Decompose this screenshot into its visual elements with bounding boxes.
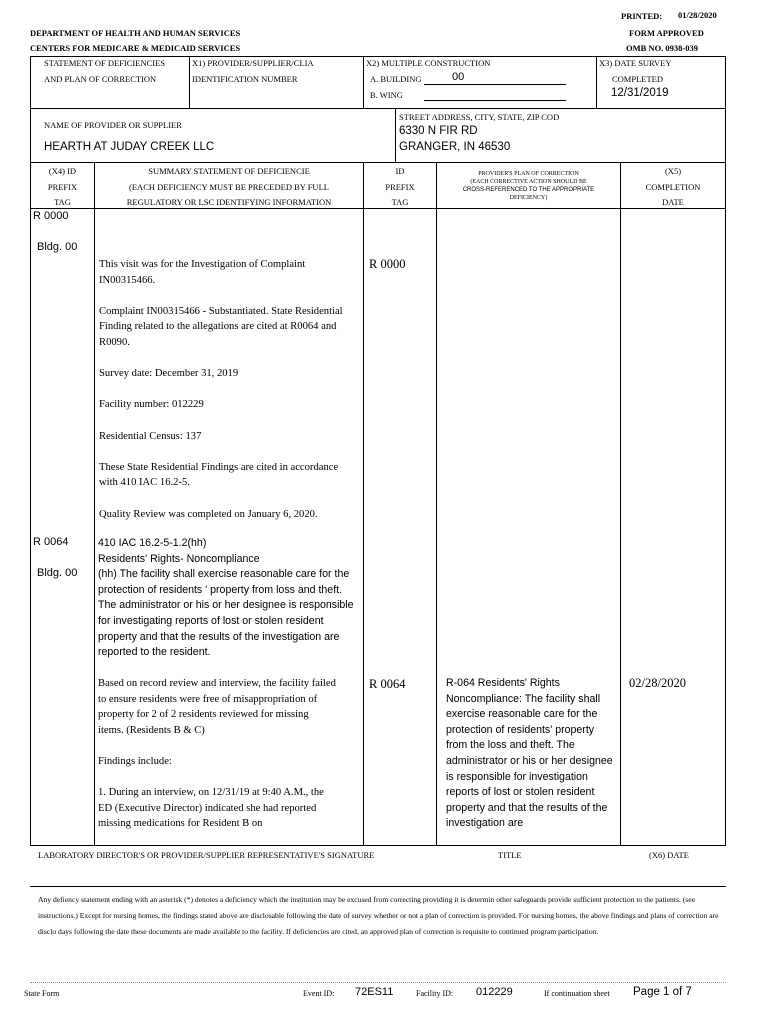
x4-id-label: (X4) ID: [48, 166, 77, 176]
completion-date: 02/28/2020: [629, 676, 686, 690]
provider-name-label: NAME OF PROVIDER OR SUPPLIER: [44, 120, 182, 130]
plan-label-3: CROSS-REFERENCED TO THE APPROPRIATE: [462, 187, 595, 193]
wing-label: B. WING: [370, 90, 403, 100]
multiple-construction-label: X2) MULTIPLE CONSTRUCTION: [366, 58, 491, 68]
date-survey-label: X3) DATE SURVEY: [599, 58, 672, 68]
x4-tag-label: TAG: [54, 197, 71, 207]
summary-paragraph: This visit was for the Investigation of Complaint IN00315466.: [99, 259, 306, 286]
summary-paragraph: Facility number: 012229: [99, 399, 204, 411]
summary-paragraph: Findings include:: [98, 755, 172, 767]
regulation-body: (hh) The facility shall exercise reasonable care for the protection of residents ' property from loss and theft. The administrator or his or her designee is responsible for investigating reports of lost or stolen resident property and that the results of the investigation are reported to the resident.: [98, 568, 354, 659]
summary-label-3: REGULATORY OR LSC IDENTIFYING INFORMATION: [126, 197, 332, 207]
summary-paragraph: 1. During an interview, on 12/31/19 at 9:40 A.M., the ED (Executive Director) indicated she had reported missing medications for Resident B on: [98, 787, 324, 830]
printed-date: 01/28/2020: [678, 10, 717, 20]
title-label: TITLE: [498, 850, 522, 860]
plan-of-correction-text: R-064 Residents' Rights Noncompliance: The facility shall exercise reasonable care for the protection of residents' property from the loss and theft. The administrator or his or her designee is responsible for investigation reports of lost or stolen resident property and that the results of the investigation are: [446, 677, 613, 830]
signature-label: LABORATORY DIRECTOR'S OR PROVIDER/SUPPLIER REPRESENTATIVE'S SIGNATURE: [38, 850, 375, 860]
prefix-tag-r0000: R 0000: [33, 210, 69, 222]
building-value: 00: [452, 71, 465, 83]
summary-paragraph: Survey date: December 31, 2019: [99, 368, 239, 380]
provider-id-label-2: IDENTIFICATION NUMBER: [192, 74, 298, 84]
summary-paragraph: Residential Census: 137: [99, 430, 202, 442]
plan-label-1: PROVIDER'S PLAN OF CORRECTION: [478, 171, 579, 177]
plan-label-4: DEFICIENCY): [509, 195, 548, 201]
state-form-label: State Form: [24, 989, 60, 998]
x5-label: (X5): [664, 166, 682, 176]
provider-id-label-1: X1) PROVIDER/SUPPLIER/CLIA: [192, 58, 314, 68]
centers-title: CENTERS FOR MEDICARE & MEDICAID SERVICES: [30, 43, 241, 53]
event-id-value: 72ES11: [355, 986, 394, 998]
x4-prefix-label: PREFIX: [47, 182, 78, 192]
facility-id-value: 012229: [476, 986, 513, 998]
summary-label-1: SUMMARY STATEMENT OF DEFICIENCIE: [148, 166, 310, 176]
plan-label-2: (EACH CORRECTIVE ACTION SHOULD BE: [470, 179, 587, 185]
summary-label-2: (EACH DEFICIENCY MUST BE PRECEDED BY FULL: [129, 182, 329, 192]
summary-paragraph: Based on record review and interview, the facility failed to ensure residents were free of misappropriation of property for 2 of 2 residents reviewed for missing items. (Residents B & C): [98, 678, 336, 736]
id-tag-r0000: R 0000: [369, 257, 406, 271]
building-tag-1: Bldg. 00: [37, 241, 78, 253]
summary-section-1: [99, 257, 345, 522]
omb-number: OMB NO. 0938-039: [626, 43, 699, 53]
event-id-label: Event ID:: [303, 989, 335, 998]
provider-name-value: HEARTH AT JUDAY CREEK LLC: [44, 141, 215, 153]
date-label: DATE: [662, 197, 684, 207]
facility-id-label: Facility ID:: [416, 989, 454, 998]
disclaimer-text: Any defiency statement ending with an asterisk (*) denotes a deficiency which the institution may be excused from correcting providing it is determin other safeguards provide sufficient protection to the patients. (see instructions.) Except for nursing homes, the findings stated above are disclosable following the date of survey whether or not a plan of correction is provided. For nursing homes, the above findings and plans of correction are disclo days following the date these documents are made available to the facility. If deficiencies are cited, an approved plan of correction is requisite to continued program participation.: [38, 895, 719, 936]
statement-label-2: AND PLAN OF CORRECTION: [44, 74, 157, 84]
completed-label: COMPLETED: [612, 74, 663, 84]
street-address-label: STREET ADDRESS, CITY, STATE, ZIP COD: [399, 112, 560, 122]
id-tag-r0064: R 0064: [369, 677, 406, 691]
signature-date-label: (X6) DATE: [649, 850, 689, 860]
summary-section-2: [98, 676, 336, 832]
id-tag-label: TAG: [391, 197, 409, 207]
summary-paragraph: Complaint IN00315466 - Substantiated. State Residential Finding related to the allegations are cited at R0064 and R0090.: [99, 305, 343, 348]
form-approved: FORM APPROVED: [629, 28, 704, 38]
page-number: Page 1 of 7: [633, 986, 692, 998]
printed-label: PRINTED:: [621, 11, 663, 21]
id-prefix-label: PREFIX: [385, 182, 415, 192]
completion-label: COMPLETION: [645, 182, 701, 192]
regulation-citation: 410 IAC 16.2-5-1.2(hh): [98, 537, 207, 549]
summary-paragraph: Quality Review was completed on January 6, 2020.: [99, 508, 318, 520]
regulation-title: Residents' Rights- Noncompliance: [98, 552, 260, 565]
survey-date-value: 12/31/2019: [611, 87, 669, 99]
department-title: DEPARTMENT OF HEALTH AND HUMAN SERVICES: [30, 28, 241, 38]
statement-label-1: STATEMENT OF DEFICIENCIES: [44, 58, 166, 68]
summary-paragraph: These State Residential Findings are cited in accordance with 410 IAC 16.2-5.: [99, 461, 339, 489]
address-line-1: 6330 N FIR RD: [399, 125, 478, 137]
continuation-label: If continuation sheet: [544, 989, 610, 998]
building-tag-2: Bldg. 00: [37, 567, 78, 579]
prefix-tag-r0064: R 0064: [33, 536, 69, 548]
id-label: ID: [395, 166, 405, 176]
address-line-2: GRANGER, IN 46530: [399, 141, 511, 153]
building-label: A. BUILDING: [370, 74, 422, 84]
regulation-text: [98, 536, 356, 661]
